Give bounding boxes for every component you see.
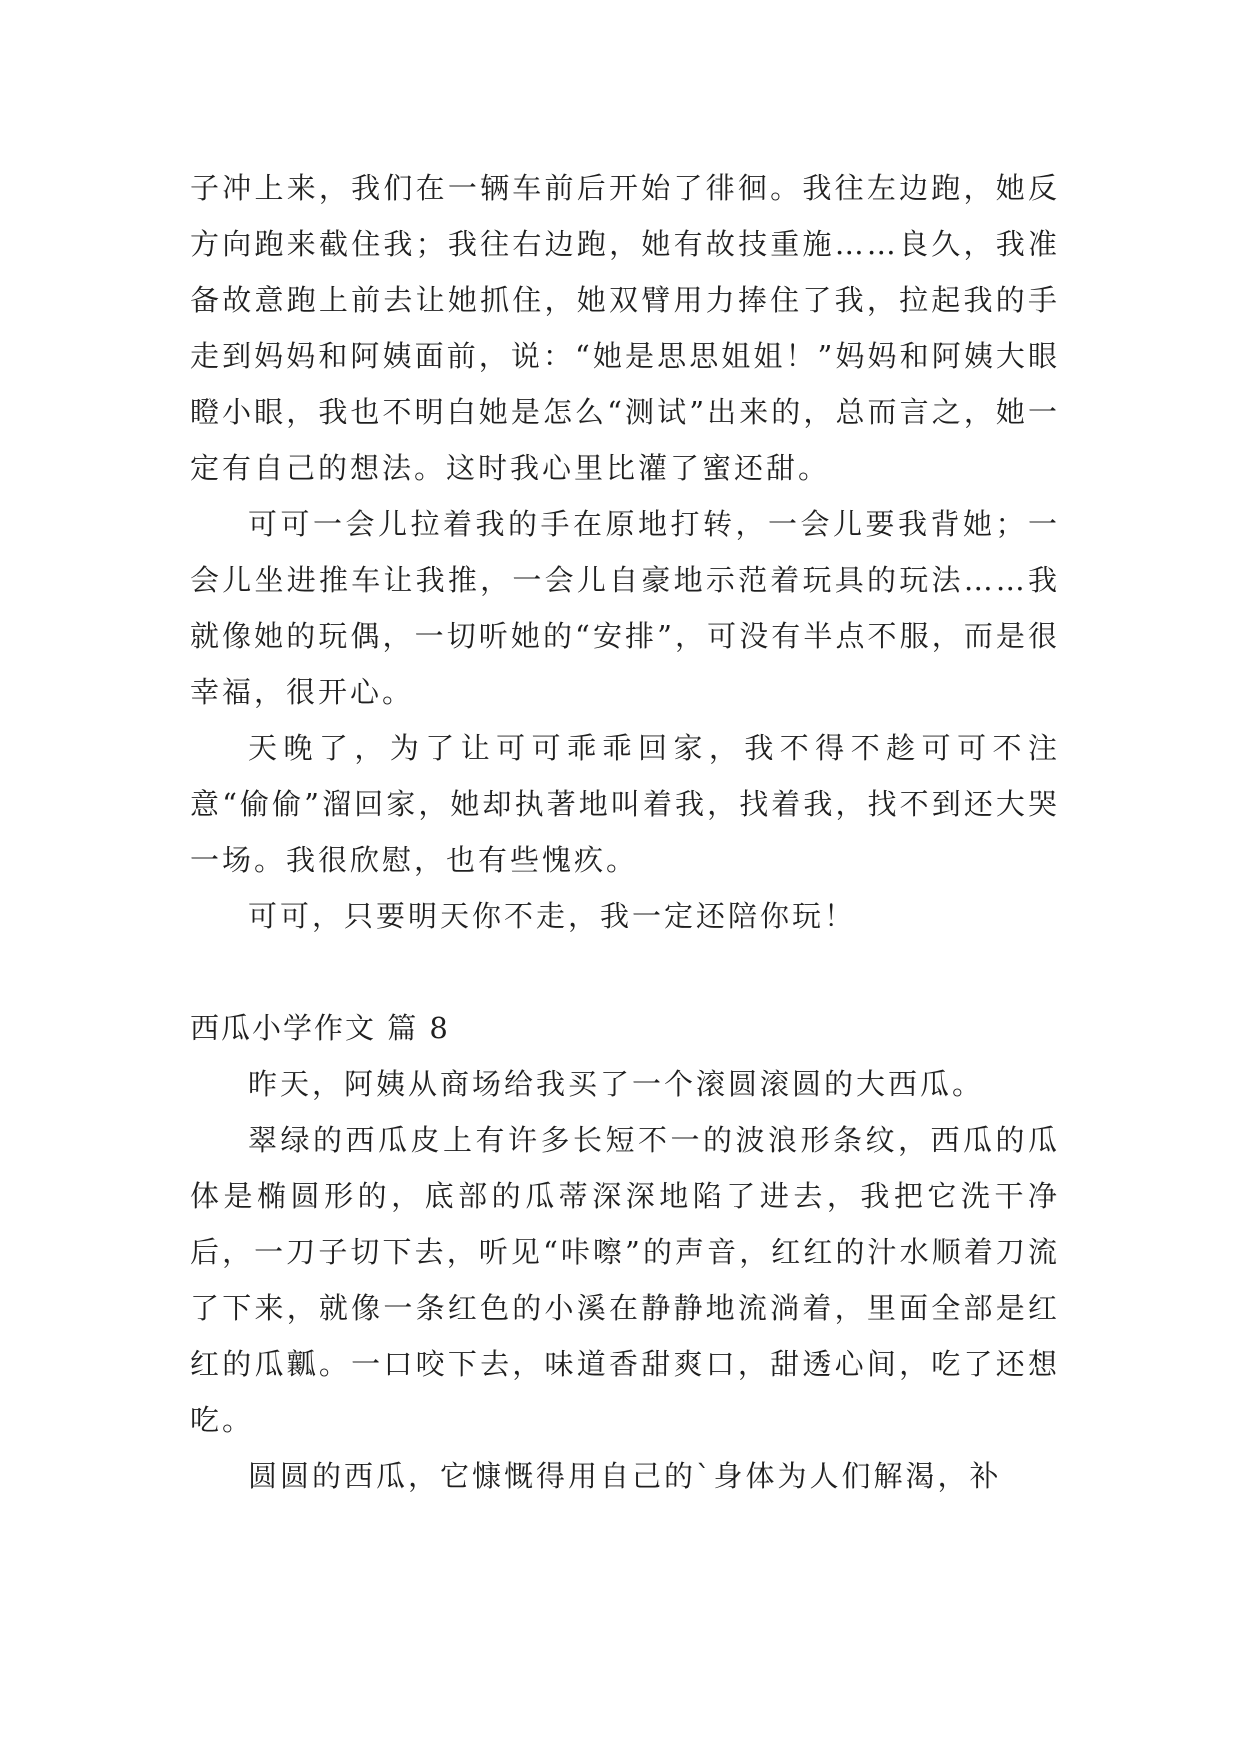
paragraph: 昨天，阿姨从商场给我买了一个滚圆滚圆的大西瓜。 [248, 1067, 985, 1101]
paragraph: 天晚了，为了让可可乖乖回家，我不得不趁可可不注意“偷偷”溜回家，她却执著地叫着我，找着我，找不到还大哭一场。我很欣慰，也有些愧疚。 [190, 731, 1060, 877]
paragraph: 可可一会儿拉着我的手在原地打转，一会儿要我背她；一会儿坐进推车让我推，一会儿自豪地示范着玩具的玩法……我就像她的玩偶，一切听她的“安排”，可没有半点不服，而是很幸福，很开心。 [190, 507, 1060, 709]
paragraph: 翠绿的西瓜皮上有许多长短不一的波浪形条纹，西瓜的瓜体是椭圆形的，底部的瓜蒂深深地陷了进去，我把它洗干净后，一刀子切下去，听见“咔嚓”的声音，红红的汁水顺着刀流了下来，就像一条红色的小溪在静静地流淌着，里面全部是红红的瓜瓤。一口咬下去，味道香甜爽口，甜透心间，吃了还想吃。 [190, 1123, 1060, 1437]
paragraph: 可可，只要明天你不走，我一定还陪你玩！ [248, 899, 857, 933]
paragraph: 圆圆的西瓜，它慷慨得用自己的`身体为人们解渴，补 [248, 1459, 1002, 1493]
document-page [190, 160, 1060, 1504]
article-heading: 西瓜小学作文 篇 8 [190, 1011, 450, 1045]
paragraph: 子冲上来，我们在一辆车前后开始了徘徊。我往左边跑，她反方向跑来截住我；我往右边跑，她有故技重施……良久，我准备故意跑上前去让她抓住，她双臂用力捧住了我，拉起我的手走到妈妈和阿姨面前，说：“她是思思姐姐！”妈妈和阿姨大眼瞪小眼，我也不明白她是怎么“测试”出来的，总而言之，她一定有自己的想法。这时我心里比灌了蜜还甜。 [190, 171, 1060, 485]
